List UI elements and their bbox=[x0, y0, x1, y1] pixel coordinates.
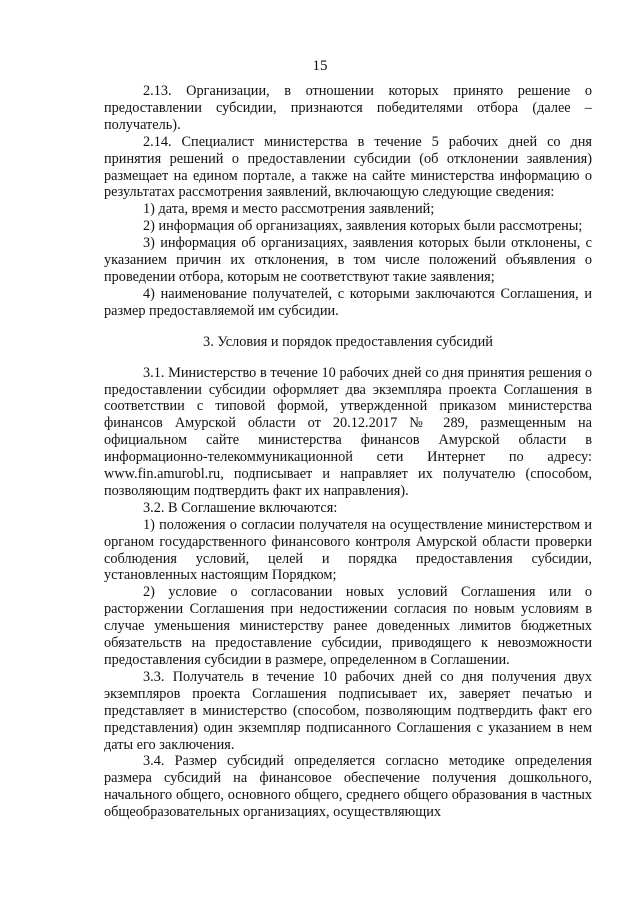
list-item-3-2-1: 1) положения о согласии получателя на осуществление министерством и органом государственного финансового контроля Амурской области проверки соблюдения условий, целей и порядка предоставления субсидии, установленных настоящим Порядком; bbox=[104, 516, 592, 584]
page-number: 15 bbox=[312, 58, 328, 74]
list-item-3-2-2: 2) условие о согласовании новых условий Соглашения или о расторжении Соглашения при недостижении согласия по новым условиям в случае уменьшения министерству ранее доведенных лимитов бюджетных обязательств на предоставление субсидии, приводящего к невозможности предоставления субсидии в размере, определенном в Соглашении. bbox=[104, 584, 592, 668]
document-body bbox=[104, 83, 592, 821]
paragraph-3-4: 3.4. Размер субсидий определяется согласно методике определения размера субсидий на финансовое обеспечение получения дошкольного, начального общего, основного общего, среднего общего образования в частных общеобразовательных организациях, осуществляющих bbox=[104, 753, 592, 821]
list-item-1: 1) дата, время и место рассмотрения заявлений; bbox=[143, 201, 435, 218]
paragraph-3-1: 3.1. Министерство в течение 10 рабочих дней со дня принятия решения о предоставлении субсидии оформляет два экземпляра проекта Соглашения в соответствии с типовой формой, утвержденной приказом министерства финансов Амурской области от 20.12.2017 № 289, размещенным на официальном сайте министерства финансов Амурской области в информационно-телекоммуникационной сети Интернет по адресу: www.fin.amurobl.ru, подписывает и направляет их получателю (способом, позволяющим подтвердить факт их направления). bbox=[104, 364, 592, 499]
paragraph-3-2: 3.2. В Соглашение включаются: bbox=[143, 499, 338, 516]
section-heading: 3. Условия и порядок предоставления субсидий bbox=[203, 333, 493, 350]
list-item-4: 4) наименование получателей, с которыми заключаются Соглашения, и размер предоставляемой им субсидии. bbox=[104, 285, 592, 319]
paragraph-2-13: 2.13. Организации, в отношении которых принято решение о предоставлении субсидии, признаются победителями отбора (далее – получатель). bbox=[104, 83, 592, 133]
paragraph-2-14: 2.14. Специалист министерства в течение 5 рабочих дней со дня принятия решений о предоставлении субсидии (об отклонении заявления) размещает на едином портале, а также на сайте министерства информацию о результатах рассмотрения заявлений, включающую следующие сведения: bbox=[104, 133, 592, 201]
paragraph-3-3: 3.3. Получатель в течение 10 рабочих дней со дня получения двух экземпляров проекта Соглашения подписывает их, заверяет печатью и представляет в министерство (способом, позволяющим подтвердить факт его представления) один экземпляр подписанного Соглашения с указанием в нем даты его заключения. bbox=[104, 668, 592, 753]
list-item-2: 2) информация об организациях, заявления которых были рассмотрены; bbox=[143, 218, 583, 235]
list-item-3: 3) информация об организациях, заявления которых были отклонены, с указанием причин их отклонения, в том числе положений объявления о проведении отбора, которым не соответствуют такие заявления; bbox=[104, 235, 592, 285]
